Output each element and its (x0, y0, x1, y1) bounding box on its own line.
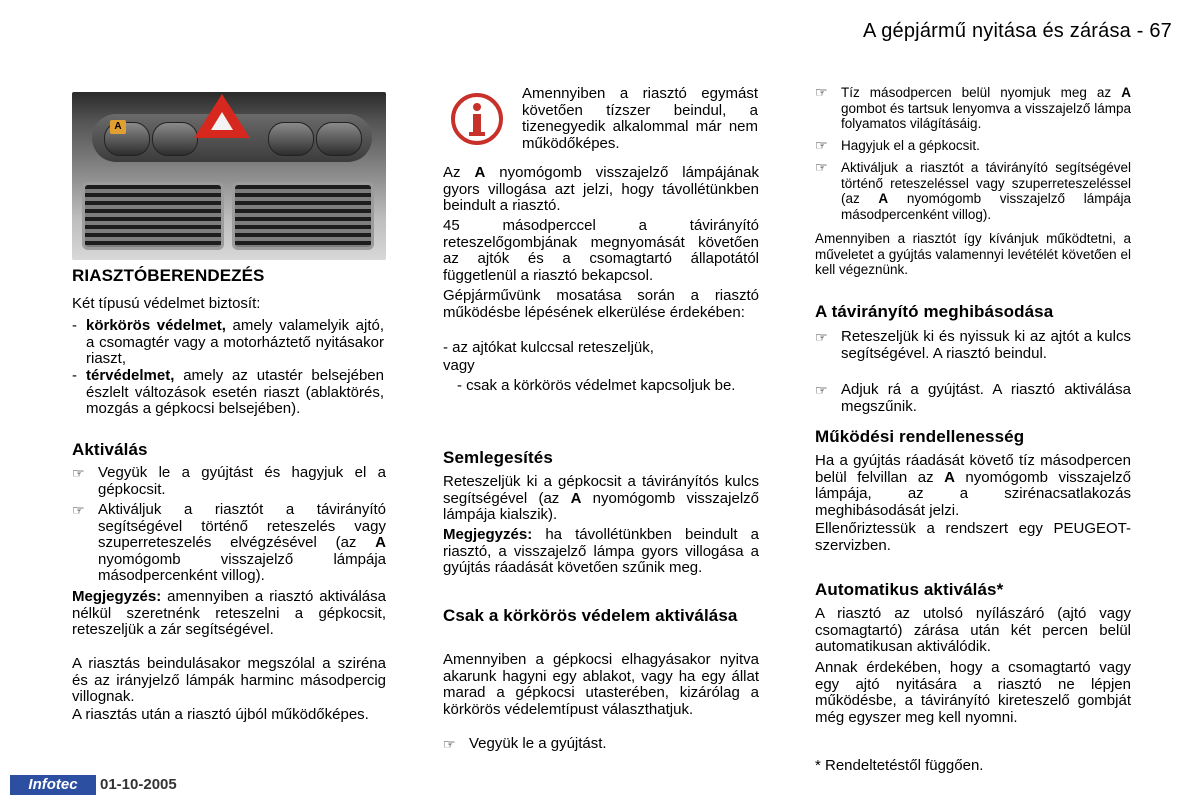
bullet-item: ☞ Hagyjuk el a gépkocsit. (815, 137, 980, 153)
note-paragraph: Megjegyzés: ha távollétünkben beindult a riasztó, a visszajelző lámpa gyors villogása a gyújtás ráadását követően szűnik meg. (443, 526, 759, 576)
bullet-item: ☞ Aktiváljuk a riasztót a távirányító segítségével történő reteszeléssel vagy szuperreteszeléssel (az A nyomógomb visszajelző lámpája másodpercenként villog). (815, 159, 1131, 222)
paragraph: Az A nyomógomb visszajelző lámpájának gyors villogása azt jelzi, hogy távollétünkben beindult a riasztó. (443, 164, 759, 214)
photo-button (268, 122, 314, 156)
info-icon (450, 92, 504, 146)
paragraph: A riasztó az utolsó nyílászáró (ajtó vagy csomagtartó) zárása után két percen belül automatikusan aktiválódik. (815, 605, 1131, 655)
heading-malfunction: Működési rendellenesség (815, 427, 1025, 446)
paragraph: Amennyiben a gépkocsi elhagyásakor nyitva akarunk hagyni egy ablakot, vagy ha egy állat marad a gépkocsi utasterében, kizárólag a körkörös védelemtípust választhatjuk. (443, 651, 759, 718)
note-paragraph: Megjegyzés: amennyiben a riasztó aktiválása nélkül szeretnénk reteszelni a gépkocsit, reteszeljük a zár segítségével. (72, 588, 386, 638)
hand-pointer-icon: ☞ (443, 736, 456, 752)
hand-pointer-icon: ☞ (815, 329, 828, 345)
hand-pointer-icon: ☞ (815, 159, 828, 175)
bullet-item: ☞ Tíz másodpercen belül nyomjuk meg az A gombot és tartsuk lenyomva a visszajelző lámpa folyamatos világításáig. (815, 84, 1131, 131)
paragraph: vagy (443, 357, 475, 374)
hand-pointer-icon: ☞ (815, 84, 828, 100)
bullet-item: ☞ Aktiváljuk a riasztót a távirányító segítségével történő reteszelés vagy szuperreteszelés elvégzésével (az A nyomógomb visszajelző lámpája másodpercenként villog). (72, 501, 386, 584)
a-badge: A (110, 120, 126, 134)
hand-pointer-icon: ☞ (72, 465, 85, 481)
photo-button (152, 122, 198, 156)
hazard-inner-icon (211, 112, 233, 130)
list-item: - az ajtókat kulccsal reteszeljük, (443, 339, 654, 356)
photo-button (316, 122, 362, 156)
heading-perimeter: Csak a körkörös védelem aktiválása (443, 606, 738, 625)
list-item: - körkörös védelmet, amely valamelyik ajtó, a csomagtér vagy a motorháztető nyitásakor riaszt, (72, 317, 384, 367)
page-header: A gépjármű nyitása és zárása - 67 (863, 20, 1172, 42)
heading-neutralize: Semlegesítés (443, 448, 553, 467)
heading-activation: Aktiválás (72, 440, 148, 459)
paragraph: Gépjárművünk mosatása során a riasztó működésbe lépésének elkerülése érdekében: (443, 287, 759, 321)
section-title-alarm: RIASZTÓBERENDEZÉS (72, 266, 265, 285)
paragraph: A riasztás után a riasztó újból működőképes. (72, 706, 369, 723)
bullet-item: ☞ Vegyük le a gyújtást és hagyjuk el a gépkocsit. (72, 464, 386, 498)
heading-auto-activation: Automatikus aktiválás* (815, 580, 1004, 599)
air-vent-left (82, 182, 224, 250)
list-item: - térvédelmet, amely az utastér belsejében észlelt változások esetén riaszt (ablaktörés, mozgás a gépkocsi belsejében). (72, 367, 384, 417)
air-vent-right (232, 182, 374, 250)
paragraph: Annak érdekében, hogy a csomagtartó vagy egy ajtó nyitására a riasztó ne lépjen működésbe, a távirányító kireteszelő gombját még egyszer meg kell nyomni. (815, 659, 1131, 726)
info-paragraph: Amennyiben a riasztó egymást követően tízszer beindul, a tizenegyedik alkalommal már nem működőképes. (522, 85, 758, 152)
hand-pointer-icon: ☞ (72, 502, 85, 518)
bullet-item: ☞ Adjuk rá a gyújtást. A riasztó aktiválása megszűnik. (815, 381, 1131, 415)
hand-pointer-icon: ☞ (815, 382, 828, 398)
publisher-logo: Infotec (10, 775, 96, 795)
bullet-item: ☞ Reteszeljük ki és nyissuk ki az ajtót a kulcs segítségével. A riasztó beindul. (815, 328, 1131, 362)
hand-pointer-icon: ☞ (815, 137, 828, 153)
paragraph: Ellenőriztessük a rendszert egy PEUGEOT-szervizben. (815, 520, 1131, 554)
list-item: - csak a körkörös védelmet kapcsoljuk be. (457, 377, 736, 394)
heading-remote-failure: A távirányító meghibásodása (815, 302, 1054, 321)
paragraph: 45 másodperccel a távirányító reteszelőgombjának megnyomását követően az ajtók és a csomagtartó állapotától függetlenül a riasztó bekapcsol. (443, 217, 759, 284)
footnote: * Rendeltetéstől függően. (815, 757, 984, 774)
paragraph: Reteszeljük ki a gépkocsit a távirányítós kulcs segítségével (az A nyomógomb visszajelző lámpája kialszik). (443, 473, 759, 523)
bullet-item: ☞ Vegyük le a gyújtást. (443, 735, 607, 752)
dashboard-photo (72, 92, 386, 260)
paragraph: Amennyiben a riasztót így kívánjuk működtetni, a műveletet a gyújtás valamennyi levétélét követően el kell végeznünk. (815, 231, 1131, 277)
paragraph: A riasztás beindulásakor megszólal a sziréna és az irányjelző lámpák harminc másodpercig villognak. (72, 655, 386, 705)
paragraph: Ha a gyújtás ráadását követő tíz másodpercen belül felvillan az A nyomógomb visszajelző lámpája, az a szirénacsatlakozás meghibásodását jelzi. (815, 452, 1132, 519)
paragraph: Két típusú védelmet biztosít: (72, 295, 261, 312)
print-date: 01-10-2005 (100, 776, 177, 793)
